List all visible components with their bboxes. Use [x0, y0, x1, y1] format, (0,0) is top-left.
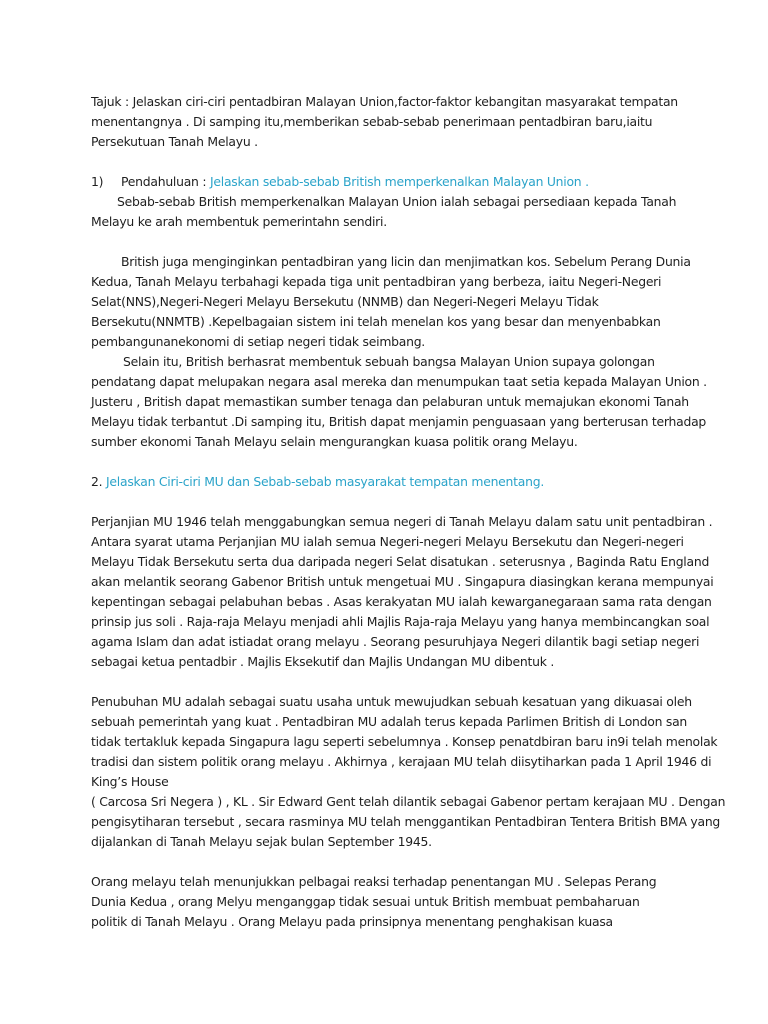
paragraph-line: sebagai ketua pentadbir . Majlis Eksekutif dan Majlis Undangan MU dibentuk . — [91, 654, 555, 669]
paragraph-line: British juga menginginkan pentadbiran yang licin dan menjimatkan kos. Sebelum Perang Dunia — [121, 254, 691, 269]
section-question: Jelaskan Ciri-ciri MU dan Sebab-sebab masyarakat tempatan menentang. — [106, 474, 545, 489]
paragraph-line: Orang melayu telah menunjukkan pelbagai reaksi terhadap penentangan MU . Selepas Perang — [91, 874, 657, 889]
paragraph-line: kepentingan sebagai pelabuhan bebas . Asas kerakyatan MU ialah kewarganegaraan sama rata dengan — [91, 594, 712, 609]
paragraph-line: Bersekutu(NNMTB) .Kepelbagaian sistem ini telah menelan kos yang besar dan menyenbabkan — [91, 314, 661, 329]
title-line: Tajuk : Jelaskan ciri-ciri pentadbiran Malayan Union,factor-faktor kebangitan masyarakat tempatan — [91, 94, 678, 109]
paragraph-line: Justeru , British dapat memastikan sumber tenaga dan pelaburan untuk memajukan ekonomi Tanah — [91, 394, 689, 409]
paragraph-line: Kedua, Tanah Melayu terbahagi kepada tiga unit pentadbiran yang berbeza, iaitu Negeri-Negeri — [91, 274, 662, 289]
paragraph-line: Selat(NNS),Negeri-Negeri Melayu Bersekutu (NNMB) dan Negeri-Negeri Melayu Tidak — [91, 294, 599, 309]
paragraph-line: pembangunanekonomi di setiap negeri tidak seimbang. — [91, 334, 425, 349]
paragraph-line: pendatang dapat melupakan negara asal mereka dan menumpukan taat setia kepada Malayan Union . — [91, 374, 707, 389]
paragraph-line: politik di Tanah Melayu . Orang Melayu pada prinsipnya menentang penghakisan kuasa — [91, 914, 613, 929]
paragraph-line: Dunia Kedua , orang Melyu menganggap tidak sesuai untuk British membuat pembaharuan — [91, 894, 640, 909]
paragraph-line: tidak tertakluk kepada Singapura lagu seperti sebelumnya . Konsep penatdbiran baru in9i telah menolak — [91, 734, 718, 749]
section-number: 1) — [91, 174, 104, 189]
title-line: Persekutuan Tanah Melayu . — [91, 134, 258, 149]
paragraph-line: Selain itu, British berhasrat membentuk sebuah bangsa Malayan Union supaya golongan — [123, 354, 655, 369]
section-2-heading — [91, 474, 544, 490]
section-label: Pendahuluan : — [121, 174, 207, 189]
paragraph-line: Sebab-sebab British memperkenalkan Malayan Union ialah sebagai persediaan kepada Tanah — [117, 194, 677, 209]
paragraph-line: sebuah pemerintah yang kuat . Pentadbiran MU adalah terus kepada Parlimen British di London san — [91, 714, 688, 729]
paragraph-line: ( Carcosa Sri Negera ) , KL . Sir Edward Gent telah dilantik sebagai Gabenor pertam kerajaan MU . Dengan — [91, 794, 726, 809]
paragraph-line: pengisytiharan tersebut , secara rasminya MU telah menggantikan Pentadbiran Tentera British BMA yang — [91, 814, 721, 829]
section-question: Jelaskan sebab-sebab British memperkenalkan Malayan Union . — [209, 174, 589, 189]
paragraph-line: agama Islam dan adat istiadat orang melayu . Seorang pesuruhjaya Negeri dilantik bagi setiap negeri — [91, 634, 700, 649]
section-heading-text — [121, 174, 589, 190]
paragraph-line: dijalankan di Tanah Melayu sejak bulan September 1945. — [91, 834, 432, 849]
paragraph-line: sumber ekonomi Tanah Melayu selain mengurangkan kuasa politik orang Melayu. — [91, 434, 578, 449]
paragraph-line: Melayu tidak terbantut .Di samping itu, British dapat menjamin penguasaan yang berterusan terhadap — [91, 414, 707, 429]
paragraph-line: tradisi dan sistem politik orang melayu . Akhirnya , kerajaan MU telah diisytiharkan pada 1 April 1946 di — [91, 754, 712, 769]
paragraph-line: Perjanjian MU 1946 telah menggabungkan semua negeri di Tanah Melayu dalam satu unit pentadbiran . — [91, 514, 713, 529]
title-line: menentangnya . Di samping itu,memberikan sebab-sebab penerimaan pentadbiran baru,iaitu — [91, 114, 653, 129]
paragraph-line: Penubuhan MU adalah sebagai suatu usaha untuk mewujudkan sebuah kesatuan yang dikuasai oleh — [91, 694, 692, 709]
paragraph-line: King’s House — [91, 774, 169, 789]
section-number: 2. — [91, 474, 103, 489]
paragraph-line: Melayu ke arah membentuk pemerintahn sendiri. — [91, 214, 387, 229]
paragraph-line: akan melantik seorang Gabenor British untuk mengetuai MU . Singapura diasingkan kerana mempunyai — [91, 574, 714, 589]
paragraph-line: Antara syarat utama Perjanjian MU ialah semua Negeri-negeri Melayu Bersekutu dan Negeri-negeri — [91, 534, 684, 549]
paragraph-line: Melayu Tidak Bersekutu serta dua daripada negeri Selat disatukan . seterusnya , Baginda Ratu England — [91, 554, 710, 569]
paragraph-line: prinsip jus soli . Raja-raja Melayu menjadi ahli Majlis Raja-raja Melayu yang hanya membincangkan soal — [91, 614, 710, 629]
